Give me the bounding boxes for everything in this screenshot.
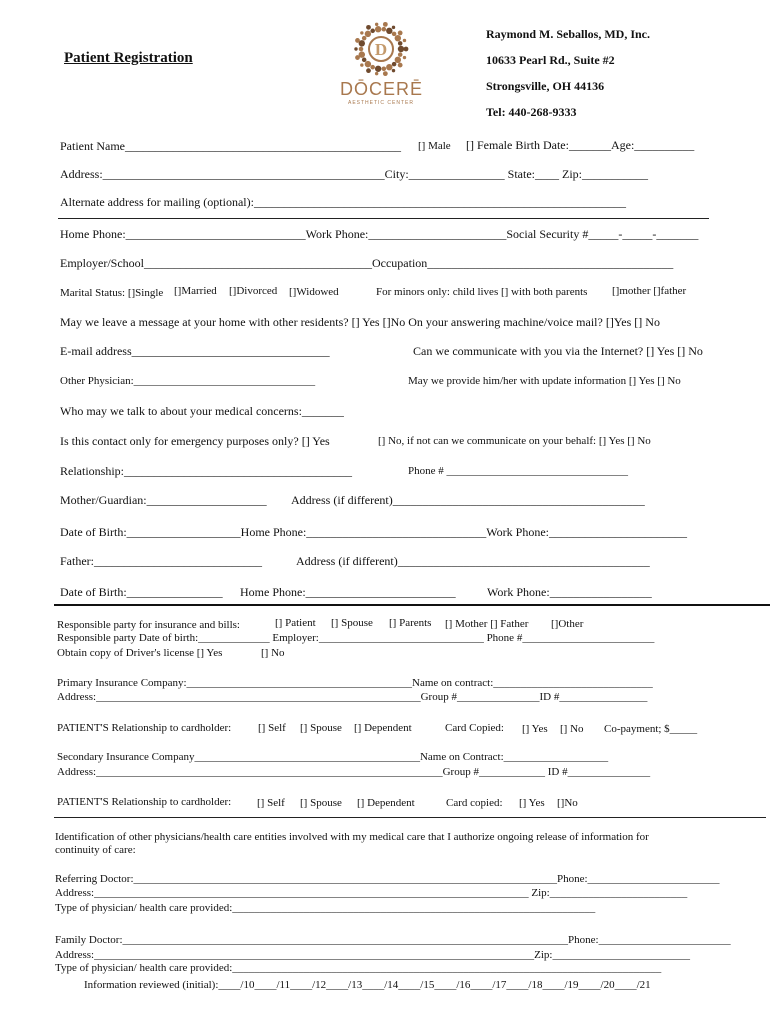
marital-single-checkbox[interactable]: Marital Status: []Single (60, 287, 164, 299)
patient-name-field[interactable]: Patient Name______________________________________________ (60, 139, 401, 153)
logo-dot (403, 39, 406, 42)
logo-dot (392, 62, 397, 67)
medical-contact-field[interactable]: Who may we talk to about your medical concerns:_______ (60, 404, 344, 418)
primary-card-copied-label: Card Copied: (445, 722, 504, 734)
message-permission-field[interactable]: May we leave a message at your home with other residents? [] Yes []No On your answering machine/voice mail? []Yes [] No (60, 315, 660, 329)
responsible-party-label: Responsible party for insurance and bills: (57, 619, 240, 631)
alternate-address-field[interactable]: Alternate address for mailing (optional):______________________________________________________________ (60, 195, 626, 209)
logo-dot (383, 22, 388, 27)
logo-dot (386, 64, 392, 70)
primary-relationship-label: PATIENT'S Relationship to cardholder: (57, 722, 232, 734)
logo-dot (370, 65, 375, 70)
drivers-license-no-checkbox[interactable]: [] No (261, 647, 285, 659)
logo-dot (366, 68, 371, 73)
practice-phone: Tel: 440-268-9333 (486, 105, 577, 119)
contact-phone-field[interactable]: Phone # _________________________________ (408, 465, 628, 477)
logo-dot (362, 58, 367, 63)
secondary-insurance-field[interactable]: Secondary Insurance Company_________________________________________Name on Contract:___________________ (57, 751, 609, 763)
secondary-self-checkbox[interactable]: [] Self (257, 797, 285, 809)
logo-wordmark: DŌCERĒ (340, 79, 424, 99)
primary-spouse-checkbox[interactable]: [] Spouse (300, 722, 342, 734)
section-divider-thin (54, 817, 766, 818)
referring-address-field[interactable]: Address:_______________________________________________________________________________ Zip:_________________________ (55, 887, 688, 899)
communicate-on-behalf-checkbox[interactable]: [] No, if not can we communicate on your behalf: [] Yes [] No (378, 435, 651, 447)
practice-name: Raymond M. Seballos, MD, Inc. (486, 27, 651, 41)
copayment-field[interactable]: Co-payment; $_____ (604, 723, 698, 735)
secondary-address-group-id-field[interactable]: Address:_______________________________________________________________Group #____________ ID #_______________ (57, 766, 651, 778)
employer-occupation-field[interactable]: Employer/School______________________________________Occupation_________________________________________ (60, 256, 674, 270)
logo-dot (359, 47, 364, 52)
logo-dot (360, 63, 363, 66)
logo-dot (360, 31, 363, 34)
authorization-text: Identification of other physicians/health care entities involved with my medical care that I authorize ongoing release of information for (55, 831, 649, 843)
referring-doctor-field[interactable]: Referring Doctor:_____________________________________________________________________________Phone:________________________ (55, 873, 720, 885)
male-checkbox[interactable]: [] Male (418, 140, 451, 152)
logo-dot (403, 56, 406, 59)
logo-dot (398, 31, 403, 36)
logo-dot (362, 36, 367, 41)
address-city-state-zip-field[interactable]: Address:_______________________________________________City:________________ State:____ Zip:___________ (60, 167, 648, 181)
mother-address-field[interactable]: Address (if different)__________________________________________ (291, 493, 645, 507)
primary-card-copied-yes-checkbox[interactable]: [] Yes (522, 723, 548, 735)
father-dob-field[interactable]: Date of Birth:________________ (60, 585, 223, 599)
primary-self-checkbox[interactable]: [] Self (258, 722, 286, 734)
logo-dot (375, 72, 378, 75)
family-doctor-field[interactable]: Family Doctor:_________________________________________________________________________________Phone:________________________ (55, 934, 731, 946)
referring-type-field[interactable]: Type of physician/ health care provided:__________________________________________________________________ (55, 902, 596, 914)
practice-city: Strongsville, OH 44136 (486, 79, 605, 93)
email-field[interactable]: E-mail address_________________________________ (60, 344, 330, 358)
responsible-spouse-checkbox[interactable]: [] Spouse (331, 617, 373, 629)
logo-dot (386, 28, 392, 34)
section-divider (54, 604, 770, 606)
secondary-relationship-label: PATIENT'S Relationship to cardholder: (57, 796, 232, 808)
responsible-other-checkbox[interactable]: []Other (551, 618, 584, 630)
marital-widowed-checkbox[interactable]: []Widowed (289, 286, 339, 298)
drivers-license-yes-checkbox[interactable]: Obtain copy of Driver's license [] Yes (57, 647, 223, 659)
logo-dot (354, 47, 357, 50)
logo-dot (404, 47, 409, 52)
authorization-text-cont: continuity of care: (55, 844, 136, 856)
internet-communication-checkbox[interactable]: Can we communicate with you via the Internet? [] Yes [] No (413, 344, 703, 358)
primary-insurance-field[interactable]: Primary Insurance Company:_________________________________________Name on contract:_____________________________ (57, 677, 653, 689)
logo-dot (392, 32, 397, 37)
logo-dot (398, 41, 403, 46)
responsible-mother-father-checkbox[interactable]: [] Mother [] Father (445, 618, 529, 630)
other-physician-field[interactable]: Other Physician:_________________________________ (60, 375, 316, 387)
logo-dot (365, 61, 371, 67)
logo-dot (395, 57, 401, 63)
secondary-card-copied-label: Card copied: (446, 797, 503, 809)
logo-dot (398, 52, 403, 57)
secondary-card-copied-no-checkbox[interactable]: []No (557, 797, 578, 809)
logo-dot (382, 67, 387, 72)
secondary-card-copied-yes-checkbox[interactable]: [] Yes (519, 797, 545, 809)
marital-married-checkbox[interactable]: []Married (174, 285, 217, 297)
family-type-field[interactable]: Type of physician/ health care provided:______________________________________________________________________________ (55, 962, 662, 974)
responsible-dob-employer-phone-field[interactable]: Responsible party Date of birth:_____________ Employer:______________________________ Phone #________________________ (57, 632, 655, 644)
logo-dot (366, 25, 371, 30)
father-address-field[interactable]: Address (if different)__________________________________________ (296, 554, 650, 568)
phones-ssn-field[interactable]: Home Phone:______________________________Work Phone:_______________________Social Security #_____-_____-_______ (60, 227, 699, 241)
father-field[interactable]: Father:____________________________ (60, 554, 262, 568)
logo-dot (355, 38, 360, 43)
father-work-phone-field[interactable]: Work Phone:_________________ (487, 585, 652, 599)
alternate-address-extra-line (58, 218, 709, 219)
primary-dependent-checkbox[interactable]: [] Dependent (354, 722, 412, 734)
responsible-patient-checkbox[interactable]: [] Patient (275, 617, 316, 629)
minor-both-parents-checkbox[interactable]: For minors only: child lives [] with both parents (376, 286, 588, 298)
logo-dot (375, 23, 378, 26)
minor-mother-father-checkbox[interactable]: []mother []father (612, 285, 687, 297)
marital-divorced-checkbox[interactable]: []Divorced (229, 285, 278, 297)
practice-street: 10633 Pearl Rd., Suite #2 (486, 53, 615, 67)
father-home-phone-field[interactable]: Home Phone:_________________________ (240, 585, 456, 599)
responsible-parents-checkbox[interactable]: [] Parents (389, 617, 432, 629)
logo-dot (398, 63, 403, 68)
secondary-spouse-checkbox[interactable]: [] Spouse (300, 797, 342, 809)
primary-address-group-id-field[interactable]: Address:___________________________________________________________Group #_______________ID #________________ (57, 691, 648, 703)
logo-dot (398, 46, 404, 52)
family-address-field[interactable]: Address:________________________________________________________________________________Zip:_________________________ (55, 949, 690, 961)
relationship-field[interactable]: Relationship:______________________________________ (60, 464, 352, 478)
primary-card-copied-no-checkbox[interactable]: [] No (560, 723, 584, 735)
emergency-only-checkbox[interactable]: Is this contact only for emergency purposes only? [] Yes (60, 434, 330, 448)
information-reviewed-initials[interactable]: Information reviewed (initial):____/10____/11____/12____/13____/14____/15____/16____/17____/18____/19____/20____/21 (84, 979, 651, 991)
female-birthdate-age-field[interactable]: [] Female Birth Date:_______Age:__________ (466, 138, 695, 152)
docere-logo (340, 18, 422, 110)
logo-dot (395, 35, 401, 41)
logo-dot (375, 66, 381, 72)
logo-letter: D (374, 40, 388, 59)
logo-dot (392, 26, 395, 29)
mother-guardian-field[interactable]: Mother/Guardian:____________________ (60, 493, 267, 507)
mother-dob-phones-field[interactable]: Date of Birth:___________________Home Phone:______________________________Work Phone:_______________________ (60, 525, 688, 539)
logo-dot (375, 26, 381, 32)
logo-dot (392, 69, 395, 72)
logo-dot (365, 31, 371, 37)
logo-dot (383, 71, 388, 76)
update-information-checkbox[interactable]: May we provide him/her with update information [] Yes [] No (408, 375, 681, 387)
logo-tagline: AESTHETIC CENTER (347, 100, 414, 106)
logo-dot (355, 55, 360, 60)
page-title: Patient Registration (64, 50, 193, 66)
logo-dot (370, 29, 375, 34)
logo-dot (382, 27, 387, 32)
secondary-dependent-checkbox[interactable]: [] Dependent (357, 797, 415, 809)
logo-emblem-icon (340, 18, 422, 80)
